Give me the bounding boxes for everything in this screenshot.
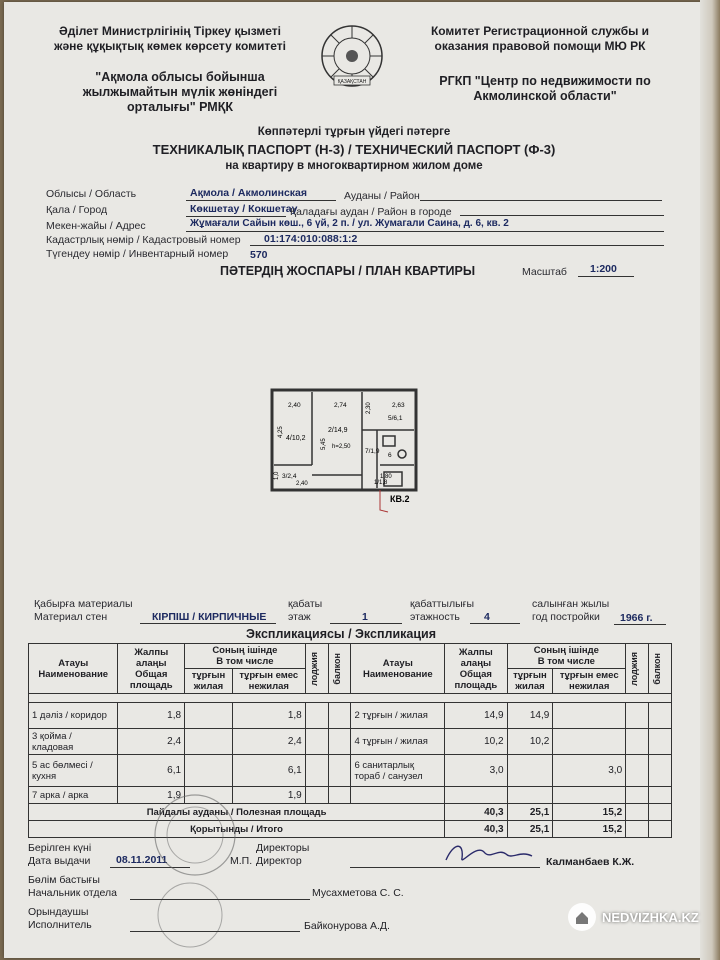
inventory-value: 570 [250,249,268,261]
header-row [29,644,672,669]
col-loggia-2: лоджия [626,644,649,694]
plan-dim-2: 2,74 [334,402,347,409]
round-stamp-2 [150,880,230,950]
watermark-text: NEDVIZHKA.KZ [602,909,699,925]
plan-dim-1: 2,40 [288,402,301,409]
plan-room-1: 1/1,8 [374,480,388,486]
city-district-label: Қаладағы аудан / Район в городе [290,206,452,218]
address-label: Мекен-жайы / Адрес [46,220,146,232]
wall-material-label: Қабырға материалы Материал стен [34,598,133,623]
plan-room-7: 7/1,9 [365,448,380,455]
plan-room-5: 5/6,1 [388,415,403,422]
col-total-2: Жалпы алаңы Общая площадь [445,644,507,694]
table-row: 1 дәліз / коридор 1,8 1,8 2 тұрғын / жилая 14,9 14,9 [29,703,672,729]
director-label: Директоры Директор [256,842,310,867]
col-balcony-2: балкон [649,644,672,694]
dept-head-name: Мусахметова С. С. [312,887,404,899]
total-row: Қорытынды / Итого 40,3 25,1 15,2 [29,821,672,838]
plan-dim-3: 2,63 [392,402,405,409]
dept-head-label: Бөлім бастығы Начальник отдела [28,874,117,899]
plan-room-2: 2/14,9 [328,427,348,434]
floors-value: 4 [484,611,490,623]
col-living-2: тұрғын жилая [507,669,553,694]
director-name: Калманбаев К.Ж. [546,856,635,868]
floor-label: қабаты этаж [288,598,323,623]
plan-height: h=2,50 [332,444,351,450]
plan-dim-8: 2,40 [296,481,308,487]
header-left-ministry: Әділет Министрлігінің Тіркеу қызметі және құқықтық көмек көрсету комитеті [54,24,286,53]
floor-plan [262,380,432,520]
house-icon [568,903,596,931]
plan-dim-9: 1,0 [274,471,280,480]
col-name: Атауы Наименование [29,644,118,694]
table-row: 7 арка / арка 1,9 1,9 [29,787,672,804]
plan-room-6: 6 [388,452,392,459]
plan-room-4: 4/10,2 [286,435,306,442]
col-nonliving: тұрғын емес нежилая [232,669,305,694]
svg-text:ҚАЗАҚСТАН: ҚАЗАҚСТАН [337,79,367,85]
state-emblem [318,20,386,92]
col-total: Жалпы алаңы Общая площадь [118,644,185,694]
city-value: Көкшетау / Кокшетау [190,203,298,215]
wall-material-value: КІРПІШ / КИРПИЧНЫЕ [152,611,267,623]
issue-date-label: Берілген күні Дата выдачи [28,842,92,867]
plan-title: ПӘТЕРДІҢ ЖОСПАРЫ / ПЛАН КВАРТИРЫ [220,264,476,278]
header-left-org: "Ақмола облысы бойынша жылжымайтын мүлік жөніндегі орталығы" РМҚК [82,70,278,114]
year-value: 1966 г. [620,612,653,624]
stamp-mp: М.П. [230,855,253,867]
col-nonliving-2: тұрғын емес нежилая [553,669,626,694]
floors-label: қабаттылығы этажность [410,598,475,623]
col-incl: Соның ішінде В том числе [185,644,306,669]
watermark [568,900,704,934]
useful-area-row: Пайдалы ауданы / Полезная площадь 40,3 25,1 15,2 [29,804,672,821]
scale-label: Масштаб [522,266,567,278]
title-line3: на квартиру в многоквартирном жилом доме [225,160,483,172]
plan-dim-7: 1,80 [380,474,392,480]
inventory-label: Түгендеу нөмір / Инвентарный номер [46,248,229,260]
explication-title: Экспликациясы / Экспликация [246,627,437,641]
plan-dim-4: 2,30 [366,402,372,414]
col-incl-2: Соның ішінде В том числе [507,644,626,669]
round-stamp [150,790,240,880]
table-row: 3 қойма / кладовая 2,4 2,4 4 тұрғын / жилая 10,2 10,2 [29,729,672,755]
header-right-committee: Комитет Регистрационной службы и оказания правовой помощи МЮ РК [430,24,650,53]
director-signature [440,838,540,870]
executor-name: Байконурова А.Д. [304,920,390,932]
title-line1: Көппәтерлі тұрғын үйдегі пәтерге [257,126,451,138]
city-label: Қала / Город [46,204,108,216]
issue-date-value: 08.11.2011 [116,854,168,866]
region-value: Ақмола / Акмолинская [190,187,308,199]
floor-value: 1 [362,611,368,623]
executor-label: Орындаушы Исполнитель [28,906,92,931]
district-label: Ауданы / Район [344,190,420,202]
table-row: 5 ас бөлмесі / кухня 6,1 6,1 6 санитарлық тораб / санузел 3,0 3,0 [29,755,672,787]
cadastral-value: 01:174:010:088:1:2 [264,233,358,245]
title-line2: ТЕХНИКАЛЫҚ ПАСПОРТ (Н-3) / ТЕХНИЧЕСКИЙ ПАСПОРТ (Ф-3) [152,142,556,157]
header-right-org: РГКП "Центр по недвижимости по Акмолинской области" [439,74,651,103]
address-value: Жұмағали Сайын көш., 6 үй, 2 п. / ул. Жумагали Саина, д. 6, кв. 2 [190,218,509,229]
explication-table [28,643,672,838]
year-label: салынған жылы год постройки [532,598,610,623]
plan-dim-5: 4,25 [278,426,284,438]
plan-dim-6: 5,45 [321,438,327,450]
apt-label: КВ.2 [390,494,410,504]
col-name-2: Атауы Наименование [351,644,445,694]
region-label: Облысы / Область [46,188,137,200]
scale-value: 1:200 [590,263,617,275]
col-living: тұрғын жилая [185,669,233,694]
cadastral-label: Кадастрлық нөмір / Кадастровый номер [46,234,241,246]
col-loggia: лоджия [305,644,328,694]
plan-room-3: 3/2,4 [282,473,297,480]
col-balcony: балкон [328,644,351,694]
